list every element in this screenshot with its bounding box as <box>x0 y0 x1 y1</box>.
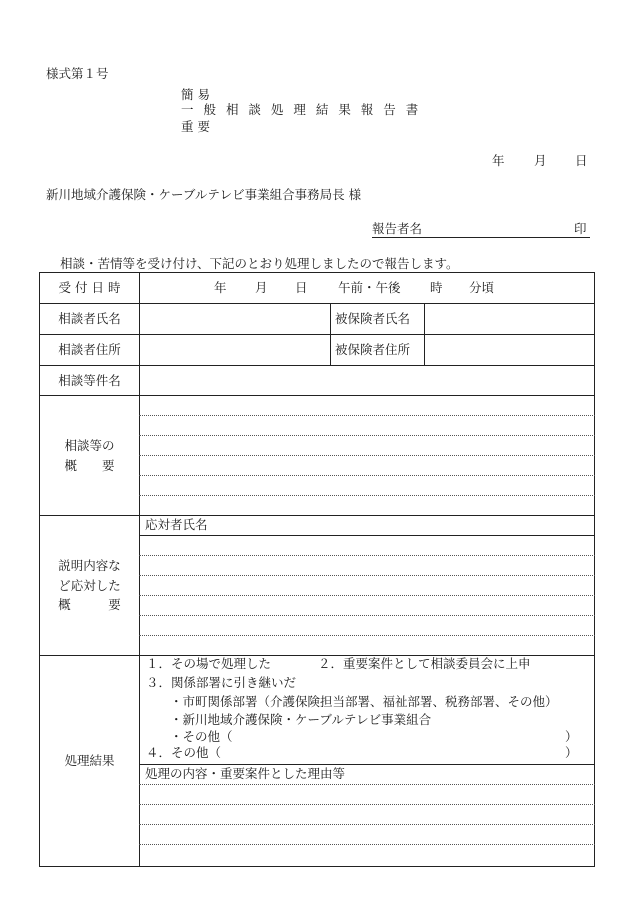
writing-line <box>139 575 595 576</box>
consultant-address-label: 相談者住所 <box>58 342 121 358</box>
title-important: 重 要 <box>181 119 210 134</box>
date-day: 日 <box>575 153 588 168</box>
writing-line <box>139 824 595 825</box>
case-name-label: 相談等件名 <box>58 372 121 388</box>
date-month: 月 <box>534 153 547 168</box>
response-label-line2: ど応対した <box>58 577 121 593</box>
date-year: 年 <box>492 153 505 168</box>
summary-label-line1: 相談等の <box>64 438 115 454</box>
response-label-line3: 概 要 <box>58 597 121 613</box>
option-4: ４．その他（ <box>146 745 222 760</box>
writing-line <box>139 435 595 436</box>
option-1: １．その場で処理した <box>146 656 272 671</box>
writing-line <box>139 455 595 456</box>
reason-divider <box>139 764 595 765</box>
writing-line <box>139 615 595 616</box>
option-3-association: ・新川地域介護保険・ケーブルテレビ事業組合 <box>170 712 432 727</box>
writing-line <box>139 595 595 596</box>
writing-line <box>139 415 595 416</box>
response-label <box>40 516 139 655</box>
writing-line <box>139 784 595 785</box>
received-day: 日 <box>295 280 308 295</box>
consultant-name-label: 相談者氏名 <box>58 311 121 327</box>
reporter-underline <box>372 237 590 238</box>
received-hour: 時 <box>430 280 443 295</box>
label-column-divider <box>139 272 140 867</box>
summary-label <box>40 396 139 515</box>
writing-line <box>139 635 595 636</box>
addressee: 新川地域介護保険・ケーブルテレビ事業組合事務局長 様 <box>46 187 362 202</box>
received-month: 月 <box>255 280 268 295</box>
summary-label-line2: 概 要 <box>64 457 115 473</box>
insured-address-label: 被保険者住所 <box>335 341 411 357</box>
option-2: ２．重要案件として相談委員会に上申 <box>318 656 531 671</box>
intro-text: 相談・苦情等を受け付け、下記のとおり処理しましたので報告します。 <box>60 256 459 271</box>
writing-line <box>139 804 595 805</box>
seal-mark: 印 <box>574 221 587 236</box>
received-minute: 分頃 <box>469 280 495 295</box>
received-label: 受 付 日 時 <box>58 280 121 296</box>
received-ampm: 午前・午後 <box>338 280 401 295</box>
writing-line <box>139 555 595 556</box>
option-4-close: ） <box>565 745 578 760</box>
form-number: 様式第１号 <box>46 66 109 81</box>
responder-divider <box>139 535 595 536</box>
writing-line <box>139 495 595 496</box>
insured-name-label: 被保険者氏名 <box>335 310 411 326</box>
writing-line <box>139 475 595 476</box>
result-label: 処理結果 <box>64 753 115 769</box>
writing-line <box>139 844 595 845</box>
response-label-line1: 説明内容な <box>58 558 121 574</box>
received-year: 年 <box>214 280 227 295</box>
responder-name-label: 応対者氏名 <box>145 517 208 532</box>
option-3: ３．関係部署に引き継いだ <box>146 675 297 690</box>
option-3-municipal: ・市町関係部署（介護保険担当部署、福祉部署、税務部署、その他） <box>170 694 558 709</box>
reason-label: 処理の内容・重要案件とした理由等 <box>145 766 346 781</box>
reporter-label: 報告者名 <box>372 221 423 236</box>
option-3-other: ・その他（ <box>170 729 233 744</box>
page-title: 一 般 相 談 処 理 結 果 報 告 書 <box>181 102 422 117</box>
title-simple: 簡 易 <box>181 87 210 102</box>
option-3-other-close: ） <box>565 729 578 744</box>
